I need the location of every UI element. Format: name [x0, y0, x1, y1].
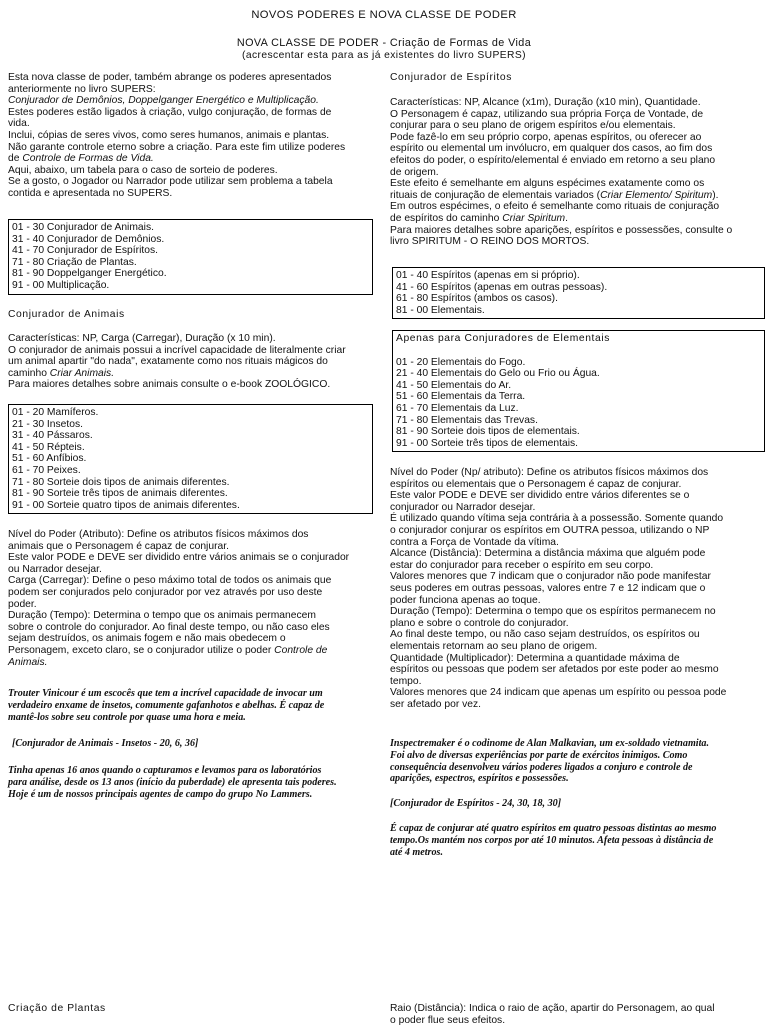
attr-line: Nível do Poder (Np/ atributo): Define os atributos físicos máximos dos: [390, 467, 709, 478]
intro-line: Esta nova classe de poder, também abrange os poderes apresentados: [8, 72, 332, 83]
espiritos-desc: [390, 97, 766, 248]
intro-line: contida e apresentada no SUPERS.: [8, 187, 173, 199]
example-story-espiritos: [390, 738, 766, 858]
table-row: 01 - 20 Elementais do Fogo.: [396, 356, 526, 368]
story-line: Hoje é um de nossos principais agentes de campo do grupo No Lammers.: [8, 788, 313, 800]
attr-line: estar do conjurador para receber o espírito em seu corpo.: [390, 559, 654, 571]
table-row: 81 - 90 Sorteie três tipos de animais diferentes.: [12, 488, 228, 500]
intro-line: Estes poderes estão ligados à criação, vulgo conjuração, de formas de: [8, 106, 332, 118]
desc-line: Pode fazê-lo em seu próprio corpo, apenas espíritos, ou oferecer ao: [390, 131, 702, 143]
attr-line: Alcance (Distância): Determina a distância máxima que alguém pode: [390, 548, 706, 560]
attr-line: poder funciona apenas ao toque.: [390, 594, 541, 606]
table-row: 81 - 90 Sorteie dois tipos de elementais.: [396, 426, 580, 438]
attr-line: sobre o controle do conjurador. Ao final deste tempo, ou não caso eles: [8, 621, 330, 633]
animais-attributes: [8, 529, 380, 668]
attr-line: espíritos ou pessoas que podem ser afetados por este poder ao mesmo: [390, 664, 719, 676]
story-line: aparições, espectros, espíritos e possessões.: [390, 773, 569, 785]
attr-line: animais que o Personagem é capaz de conjurar.: [8, 540, 229, 552]
desc-line: Características: NP, Carga (Carregar), Duração (x 10 min).: [8, 333, 276, 344]
section-title-espiritos: Conjurador de Espíritos: [390, 72, 512, 83]
animais-desc: [8, 333, 380, 391]
table-title: Apenas para Conjuradores de Elementais: [396, 333, 610, 344]
attr-line: Este valor PODE e DEVE ser dividido entre vários diferentes se o: [390, 490, 690, 502]
table-row: 01 - 40 Espíritos (apenas em si próprio).: [396, 270, 580, 281]
story-line: Foi alvo de diversas experiências por parte de exércitos inimigos. Como: [390, 749, 688, 761]
table-row: 61 - 80 Espíritos (ambos os casos).: [396, 293, 558, 305]
attr-line: podem ser conjurados pelo conjurador por vez através por uso deste: [8, 586, 323, 598]
table-row: 21 - 30 Insetos.: [12, 418, 83, 430]
story-line: até 4 metros.: [390, 846, 443, 858]
table-row: 81 - 00 Elementais.: [396, 304, 485, 316]
desc-line: de origem.: [390, 166, 439, 178]
attr-line: plano e sobre o controle do conjurador.: [390, 617, 569, 629]
story-line: Tinha apenas 16 anos quando o capturamos e levamos para os laboratórios: [8, 765, 322, 777]
attr-line: Quantidade (Multiplicador): Determina a quantidade máxima de: [390, 652, 680, 664]
table-row: 71 - 80 Sorteie dois tipos de animais diferentes.: [12, 476, 230, 488]
story-line: É capaz de conjurar até quatro espíritos em quatro pessoas distintas ao mesmo: [390, 822, 717, 834]
attr-line: tempo.: [390, 675, 422, 687]
desc-line: O Personagem é capaz, utilizando sua própria Força de Vontade, de: [390, 108, 704, 120]
table-row: 61 - 70 Elementais da Luz.: [396, 402, 519, 414]
attr-line: Ao final deste tempo, ou não caso sejam destruídos, os espíritos ou: [390, 629, 700, 641]
attr-line: Nível do Poder (Atributo): Define os atributos físicos máximos dos: [8, 529, 309, 540]
attr-line: Carga (Carregar): Define o peso máximo total de todos os animais que: [8, 575, 332, 587]
intro-line: vida.: [8, 118, 30, 130]
attr-line: espíritos ou elementais que o Personagem é capaz de conjurar.: [390, 478, 682, 490]
example-stat-block: [Conjurador de Animais - Insetos - 20, 6, 36]: [12, 738, 199, 750]
intro-line: Inclui, cópias de seres vivos, como seres humanos, animais e plantas.: [8, 129, 330, 141]
page-subtitle: NOVA CLASSE DE PODER - Criação de Formas de Vida: [236, 37, 532, 49]
story-line: consequência desenvolveu vários poderes ligados a conjuro e controle de: [390, 761, 693, 773]
attr-line: sejam destruídos, os animais fogem e não mais obedecem o: [8, 633, 286, 645]
page-note: (acrescentar esta para as já existentes do livro SUPERS): [242, 50, 526, 61]
animal-type-table: [8, 404, 373, 514]
footer-line: o poder flue seus efeitos.: [390, 1014, 506, 1026]
desc-line: livro SPIRITUM - O REINO DOS MORTOS.: [390, 236, 590, 248]
story-line: para análise, desde os 13 anos (início da puberdade) ele apresenta tais poderes.: [8, 776, 337, 788]
table-row: 31 - 40 Pássaros.: [12, 430, 93, 442]
table-row: 91 - 00 Sorteie três tipos de elementais.: [396, 437, 579, 449]
story-line: Trouter Vinicour é um escocês que tem a incrível capacidade de invocar um: [8, 688, 323, 699]
example-stat-block: [Conjurador de Espíritos - 24, 30, 18, 30]: [390, 798, 562, 810]
intro-line: Aqui, abaixo, um tabela para o caso de sorteio de poderes.: [8, 164, 278, 176]
table-row: 51 - 60 Anfíbios.: [12, 453, 87, 465]
story-line: verdadeiro enxame de insetos, comumente gafanhotos e abelhas. É capaz de: [8, 699, 325, 711]
example-story-animais: [8, 688, 380, 801]
attr-line: ou Narrador desejar.: [8, 563, 102, 575]
attr-line: elementais retornam ao seu plano de origem.: [390, 640, 598, 652]
attr-line: ser afetado por vez.: [390, 698, 482, 710]
intro-line: de Controle de Formas de Vida.: [8, 153, 154, 165]
attr-line: Valores menores que 7 indicam que o conjurador não pode manifestar: [390, 571, 711, 583]
story-line: tempo.Os mantém nos corpos por até 10 minutos. Afeta pessoas à distância de: [390, 834, 714, 846]
story-line: mantê-los sobre seu controle por quase uma hora e meia.: [8, 711, 246, 723]
table-row: 01 - 20 Mamíferos.: [12, 407, 99, 418]
desc-line: rituais de conjuração de elementais variados (Criar Elemento/ Spiritum).: [390, 189, 719, 201]
table-row: 81 - 90 Doppelganger Energético.: [12, 268, 167, 280]
espiritos-attributes: [390, 467, 766, 710]
table-row: 41 - 70 Conjurador de Espíritos.: [12, 245, 158, 257]
desc-line: espírito ou elemental um invólucro, em qualquer dos casos, ao fim dos: [390, 143, 713, 155]
table-row: 51 - 60 Elementais da Terra.: [396, 391, 526, 403]
desc-line: caminho Criar Animais.: [8, 367, 115, 379]
table-row: 41 - 50 Elementais do Ar.: [396, 379, 512, 391]
footer-line: Raio (Distância): Indica o raio de ação, apartir do Personagem, ao qual: [390, 1003, 715, 1014]
table-row: 41 - 50 Répteis.: [12, 441, 85, 453]
attr-line: o conjurador conjurar os espíritos em OUTRA pessoa, utilizando o NP: [390, 524, 710, 536]
attr-line: Duração (Tempo): Determina o tempo que os espíritos permanecem no: [390, 606, 716, 618]
power-class-table: [8, 219, 373, 295]
table-row: 31 - 40 Conjurador de Demônios.: [12, 233, 165, 245]
desc-line: efeitos do poder, o espírito/elemental é enviado em retorno a seu plano: [390, 154, 716, 166]
table-row: 01 - 30 Conjurador de Animais.: [12, 222, 154, 233]
table-row: 71 - 80 Criação de Plantas.: [12, 256, 137, 268]
attr-line: poder.: [8, 598, 37, 610]
desc-line: Características: NP, Alcance (x1m), Duração (x10 min), Quantidade.: [390, 97, 701, 108]
spirit-type-table: [392, 267, 765, 319]
table-row: 91 - 00 Sorteie quatro tipos de animais diferentes.: [12, 499, 240, 511]
desc-line: Para maiores detalhes sobre aparições, espíritos e possessões, consulte o: [390, 224, 733, 236]
intro-block: [8, 72, 380, 200]
intro-line: Se a gosto, o Jogador ou Narrador pode utilizar sem problema a tabela: [8, 176, 333, 188]
attr-line: Este valor PODE e DEVE ser dividido entre vários animais se o conjurador: [8, 552, 350, 564]
desc-line: Este efeito é semelhante em alguns espécimes exatamente como os: [390, 178, 705, 190]
page-title: NOVOS PODERES E NOVA CLASSE DE PODER: [251, 9, 517, 21]
attr-line: É utilizado quando vítima seja contrária à a possessão. Somente quando: [390, 513, 724, 525]
desc-line: Em outros espécimes, o efeito é semelhante como rituais de conjuração: [390, 201, 720, 213]
attr-line: Valores menores que 24 indicam que apenas um espírito ou pessoa pode: [390, 687, 727, 699]
attr-line: contra a Força de Vontade da vítima.: [390, 536, 559, 548]
table-row: 41 - 60 Espíritos (apenas em outras pessoas).: [396, 281, 608, 293]
section-title-plantas: Criação de Plantas: [8, 1003, 106, 1014]
story-line: Inspectremaker é o codinome de Alan Malkavian, um ex-soldado vietnamita.: [390, 738, 709, 749]
attr-line: Personagem, exceto claro, se o conjurador utilize o poder Controle de: [8, 644, 328, 656]
desc-line: conjurar para o seu plano de origem espíritos e/ou elementais.: [390, 120, 676, 132]
intro-line: Não garante controle eterno sobre a criação. Para este fim utilize poderes: [8, 141, 346, 153]
desc-line: de espíritos do caminho Criar Spiritum.: [390, 212, 568, 224]
attr-line: Duração (Tempo): Determina o tempo que os animais permanecem: [8, 610, 316, 622]
intro-line: anteriormente no livro SUPERS:: [8, 83, 156, 95]
desc-line: Para maiores detalhes sobre animais consulte o e-book ZOOLÓGICO.: [8, 379, 331, 391]
attr-line: seus poderes em outras pessoas, valores entre 7 e 12 indicam que o: [390, 582, 706, 594]
elemental-type-table: [392, 330, 765, 452]
desc-line: um animal apartir "do nada", exatamente como nos rituais mágicos do: [8, 356, 328, 368]
desc-line: O conjurador de animais possui a incrível capacidade de literalmente criar: [8, 344, 346, 356]
attr-line: Animais.: [8, 656, 48, 668]
table-row: 91 - 00 Multiplicação.: [12, 279, 110, 291]
raio-footer: [390, 1003, 766, 1026]
section-title-animais: Conjurador de Animais: [8, 309, 125, 320]
intro-line: Conjurador de Demônios, Doppelganger Energético e Multiplicação.: [8, 95, 319, 107]
table-row: 61 - 70 Peixes.: [12, 464, 81, 476]
table-row: 71 - 80 Elementais das Trevas.: [396, 414, 538, 426]
table-row: 21 - 40 Elementais do Gelo ou Frio ou Água.: [396, 368, 600, 380]
attr-line: conjurador ou Narrador desejar.: [390, 501, 536, 513]
